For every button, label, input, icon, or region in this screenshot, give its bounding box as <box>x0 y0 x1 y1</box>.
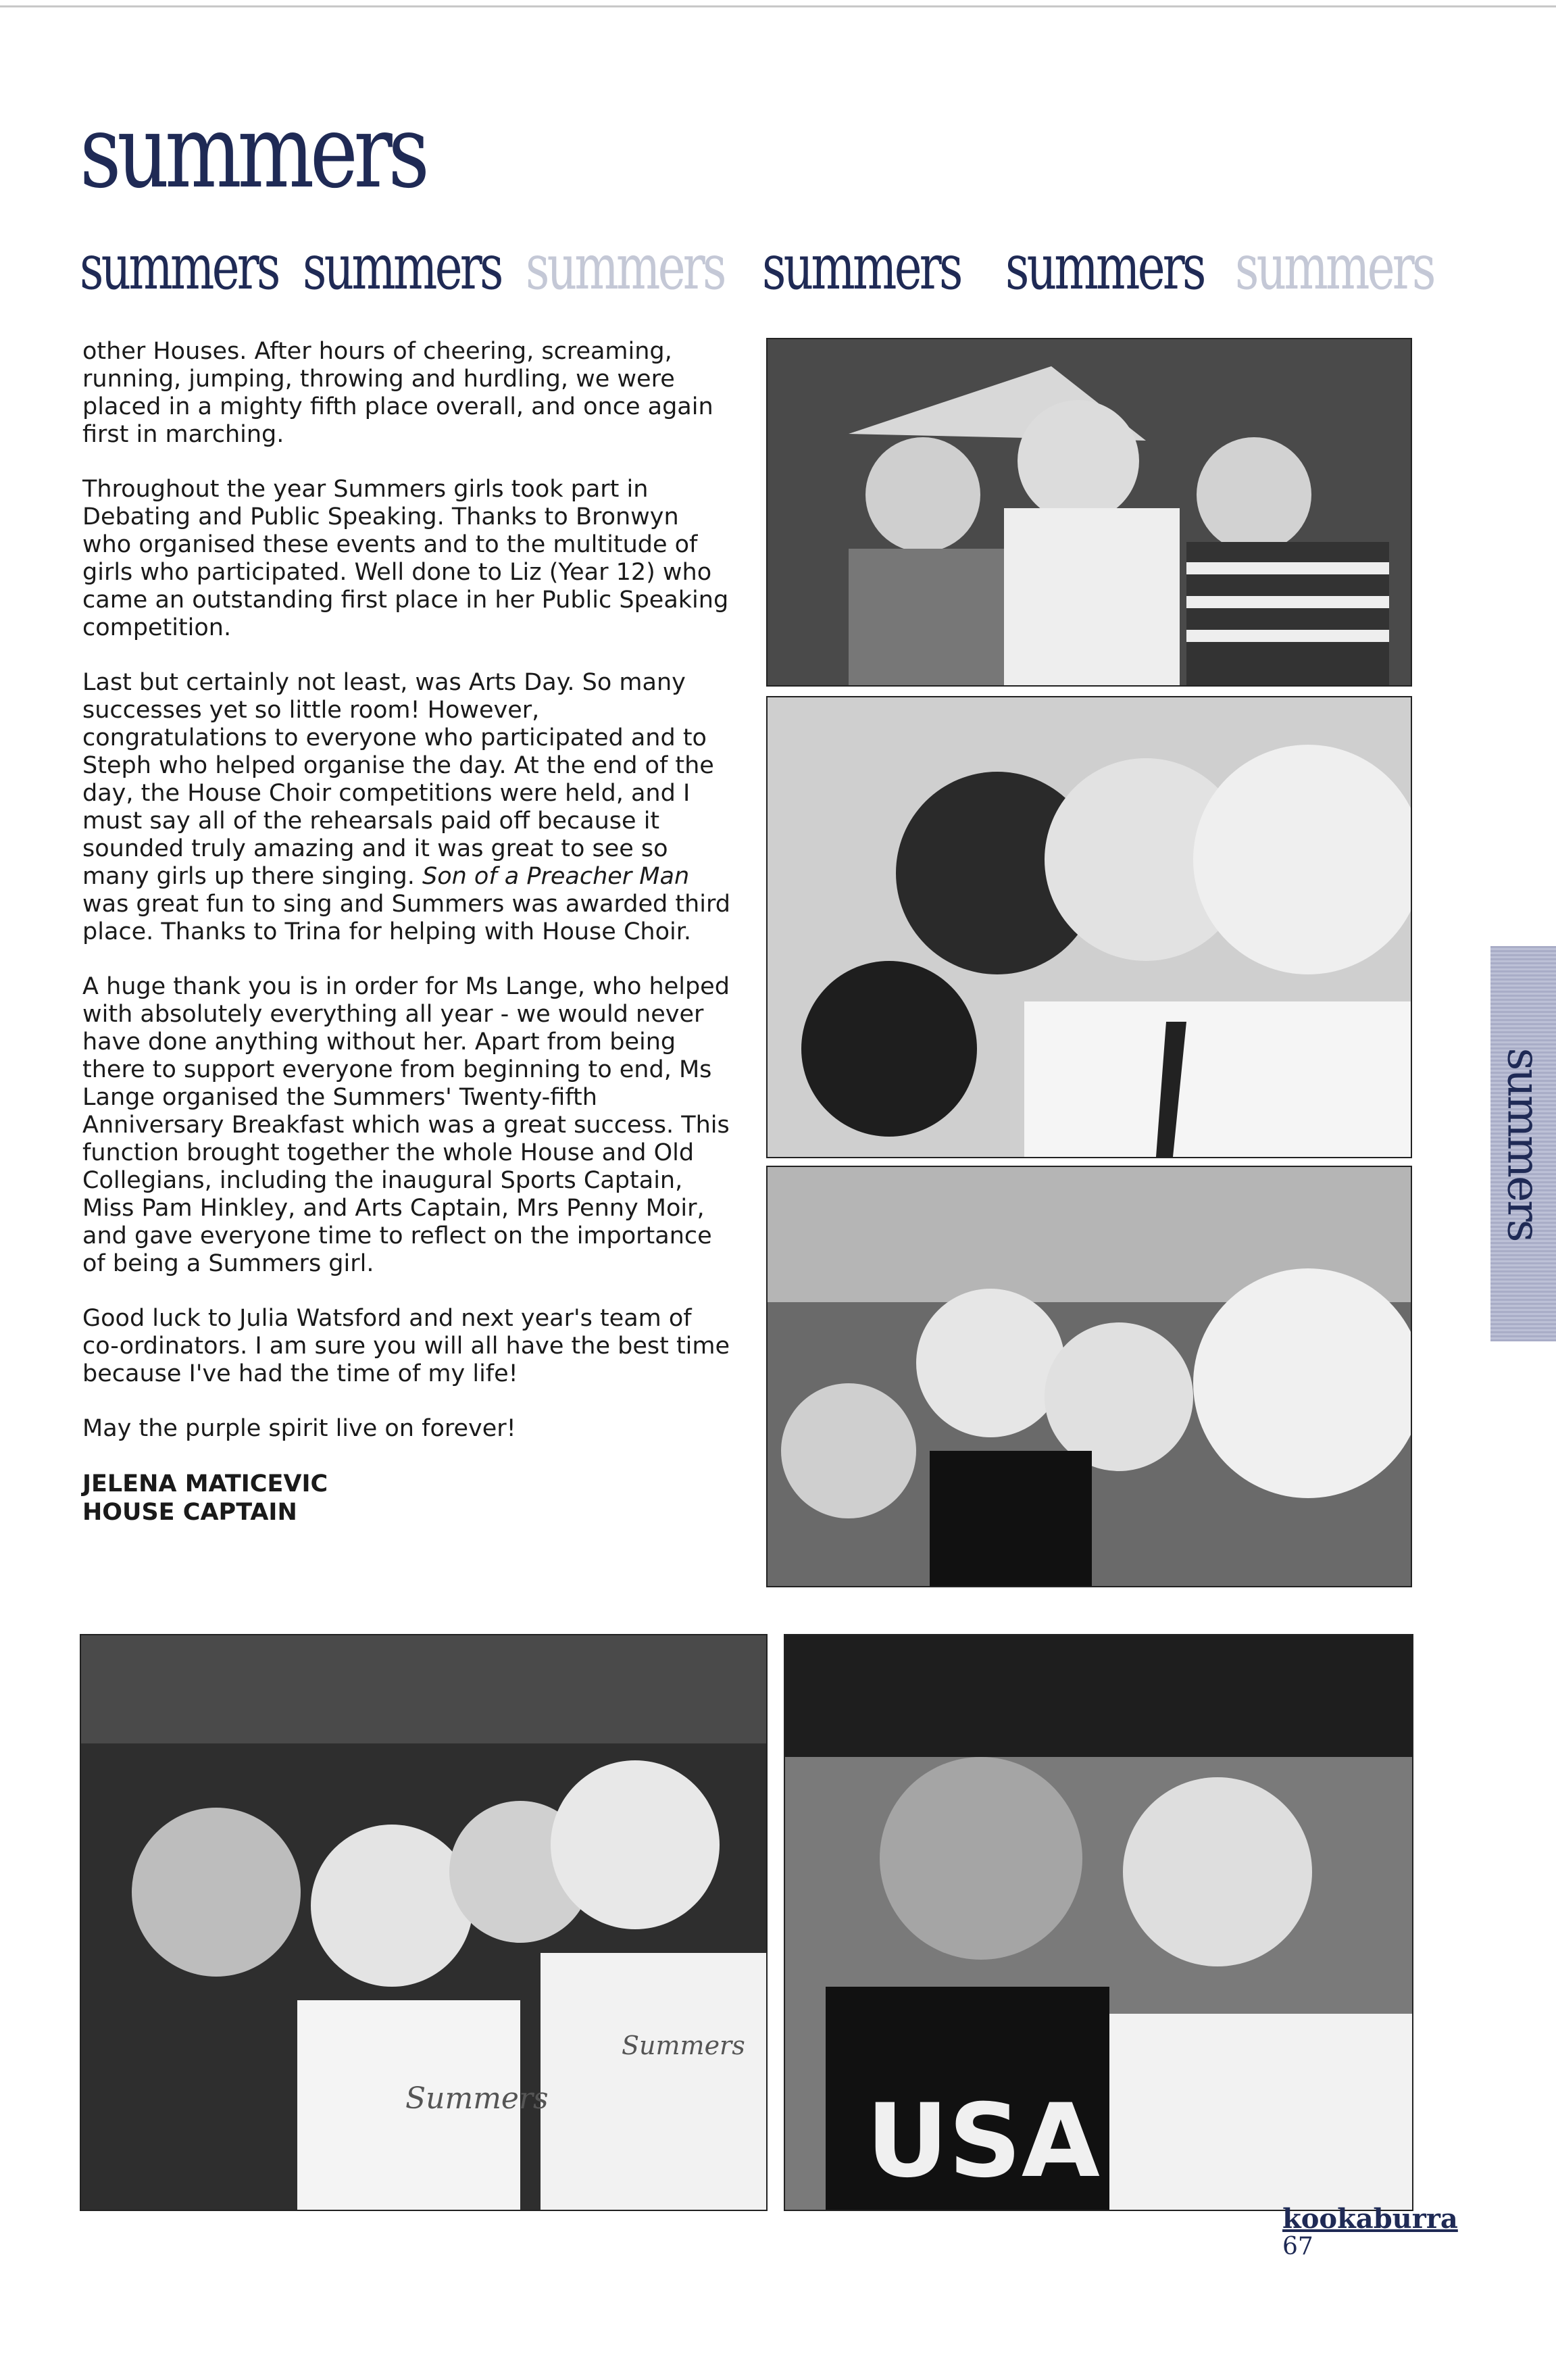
title-repeat-row <box>80 231 1556 318</box>
article-body <box>82 338 731 1527</box>
page-title: summers <box>80 93 426 211</box>
photo-two-girls-beach <box>784 1634 1413 2211</box>
arts-day-text-end: was great fun to sing and Summers was awarded third place. Thanks to Trina for helping with House Choir. <box>82 891 730 945</box>
photo-two-girls-beach-image <box>785 1635 1412 2210</box>
top-rule <box>0 5 1556 7</box>
paragraph-debating: Throughout the year Summers girls took part in Debating and Public Speaking. Thanks to Bronwyn who organised these events and to the multitude of girls who participated. Well done to Liz (Year 12) who came an outstanding first place in her Public Speaking competition. <box>82 476 729 641</box>
photo-girls-house-tshirts-image <box>81 1635 766 2210</box>
title-repeat-1: summers <box>80 231 278 303</box>
signature-name: JELENA MATICEVIC <box>82 1470 328 1497</box>
paragraph-thanks: A huge thank you is in order for Ms Lange, who helped with absolutely everything all year - we would never have done anything without her. Apart from being there to support everyone from beginning to end, Ms Lange organised the Summers' Twenty-fifth Anniversary Breakfast which was a great success. This function brought together the whole House and Old Collegians, including the inaugural Sports Captain, Miss Pam Hinkley, and Arts Captain, Mrs Penny Moir, and gave everyone time to reflect on the importance of being a Summers girl. <box>82 973 730 1277</box>
title-repeat-3: summers <box>526 231 724 303</box>
photo-three-girls-outdoors <box>766 338 1412 687</box>
usa-shirt-text: USA <box>866 2083 1100 2200</box>
signature-role: HOUSE CAPTAIN <box>82 1499 297 1526</box>
tshirt-logo-right: Summers <box>622 2031 745 2060</box>
signature <box>82 1470 731 1527</box>
photo-four-girls-closeup <box>766 696 1412 1158</box>
page-number: 67 <box>1282 2233 1313 2260</box>
photo-four-girls-leaning <box>766 1166 1412 1587</box>
title-repeat-2: summers <box>303 231 501 303</box>
paragraph-spirit: May the purple spirit live on forever! <box>82 1415 516 1442</box>
paragraph-arts-day <box>82 669 731 946</box>
paragraph-good-luck: Good luck to Julia Watsford and next year's team of co-ordinators. I am sure you will all have the best time because I've had the time of my life! <box>82 1305 730 1387</box>
photo-three-girls-outdoors-image <box>768 339 1411 685</box>
paragraph-sports: other Houses. After hours of cheering, screaming, running, jumping, throwing and hurdling, we were placed in a mighty fifth place overall, and once again first in marching. <box>82 338 713 448</box>
title-repeat-6: summers <box>1235 231 1434 303</box>
side-tab-label: summers <box>1497 1047 1549 1241</box>
title-repeat-5: summers <box>1005 231 1204 303</box>
photo-four-girls-closeup-image <box>768 697 1411 1157</box>
page-footer <box>1282 2204 1458 2260</box>
title-repeat-4: summers <box>762 231 961 303</box>
publication-name: kookaburra <box>1282 2203 1458 2235</box>
song-title: Son of a Preacher Man <box>422 863 690 890</box>
tshirt-logo-left: Summers <box>405 2081 549 2116</box>
photo-girls-house-tshirts <box>80 1634 768 2211</box>
photo-four-girls-leaning-image <box>768 1167 1411 1586</box>
side-tab <box>1490 946 1556 1341</box>
arts-day-text: Last but certainly not least, was Arts Day. So many successes yet so little room! However, congratulations to everyone who participated and to Steph who helped organise the day. At the end of the day, the House Choir competitions were held, and I must say all of the rehearsals paid off because it sounded truly amazing and it was great to see so many girls up there singing. <box>82 669 714 890</box>
